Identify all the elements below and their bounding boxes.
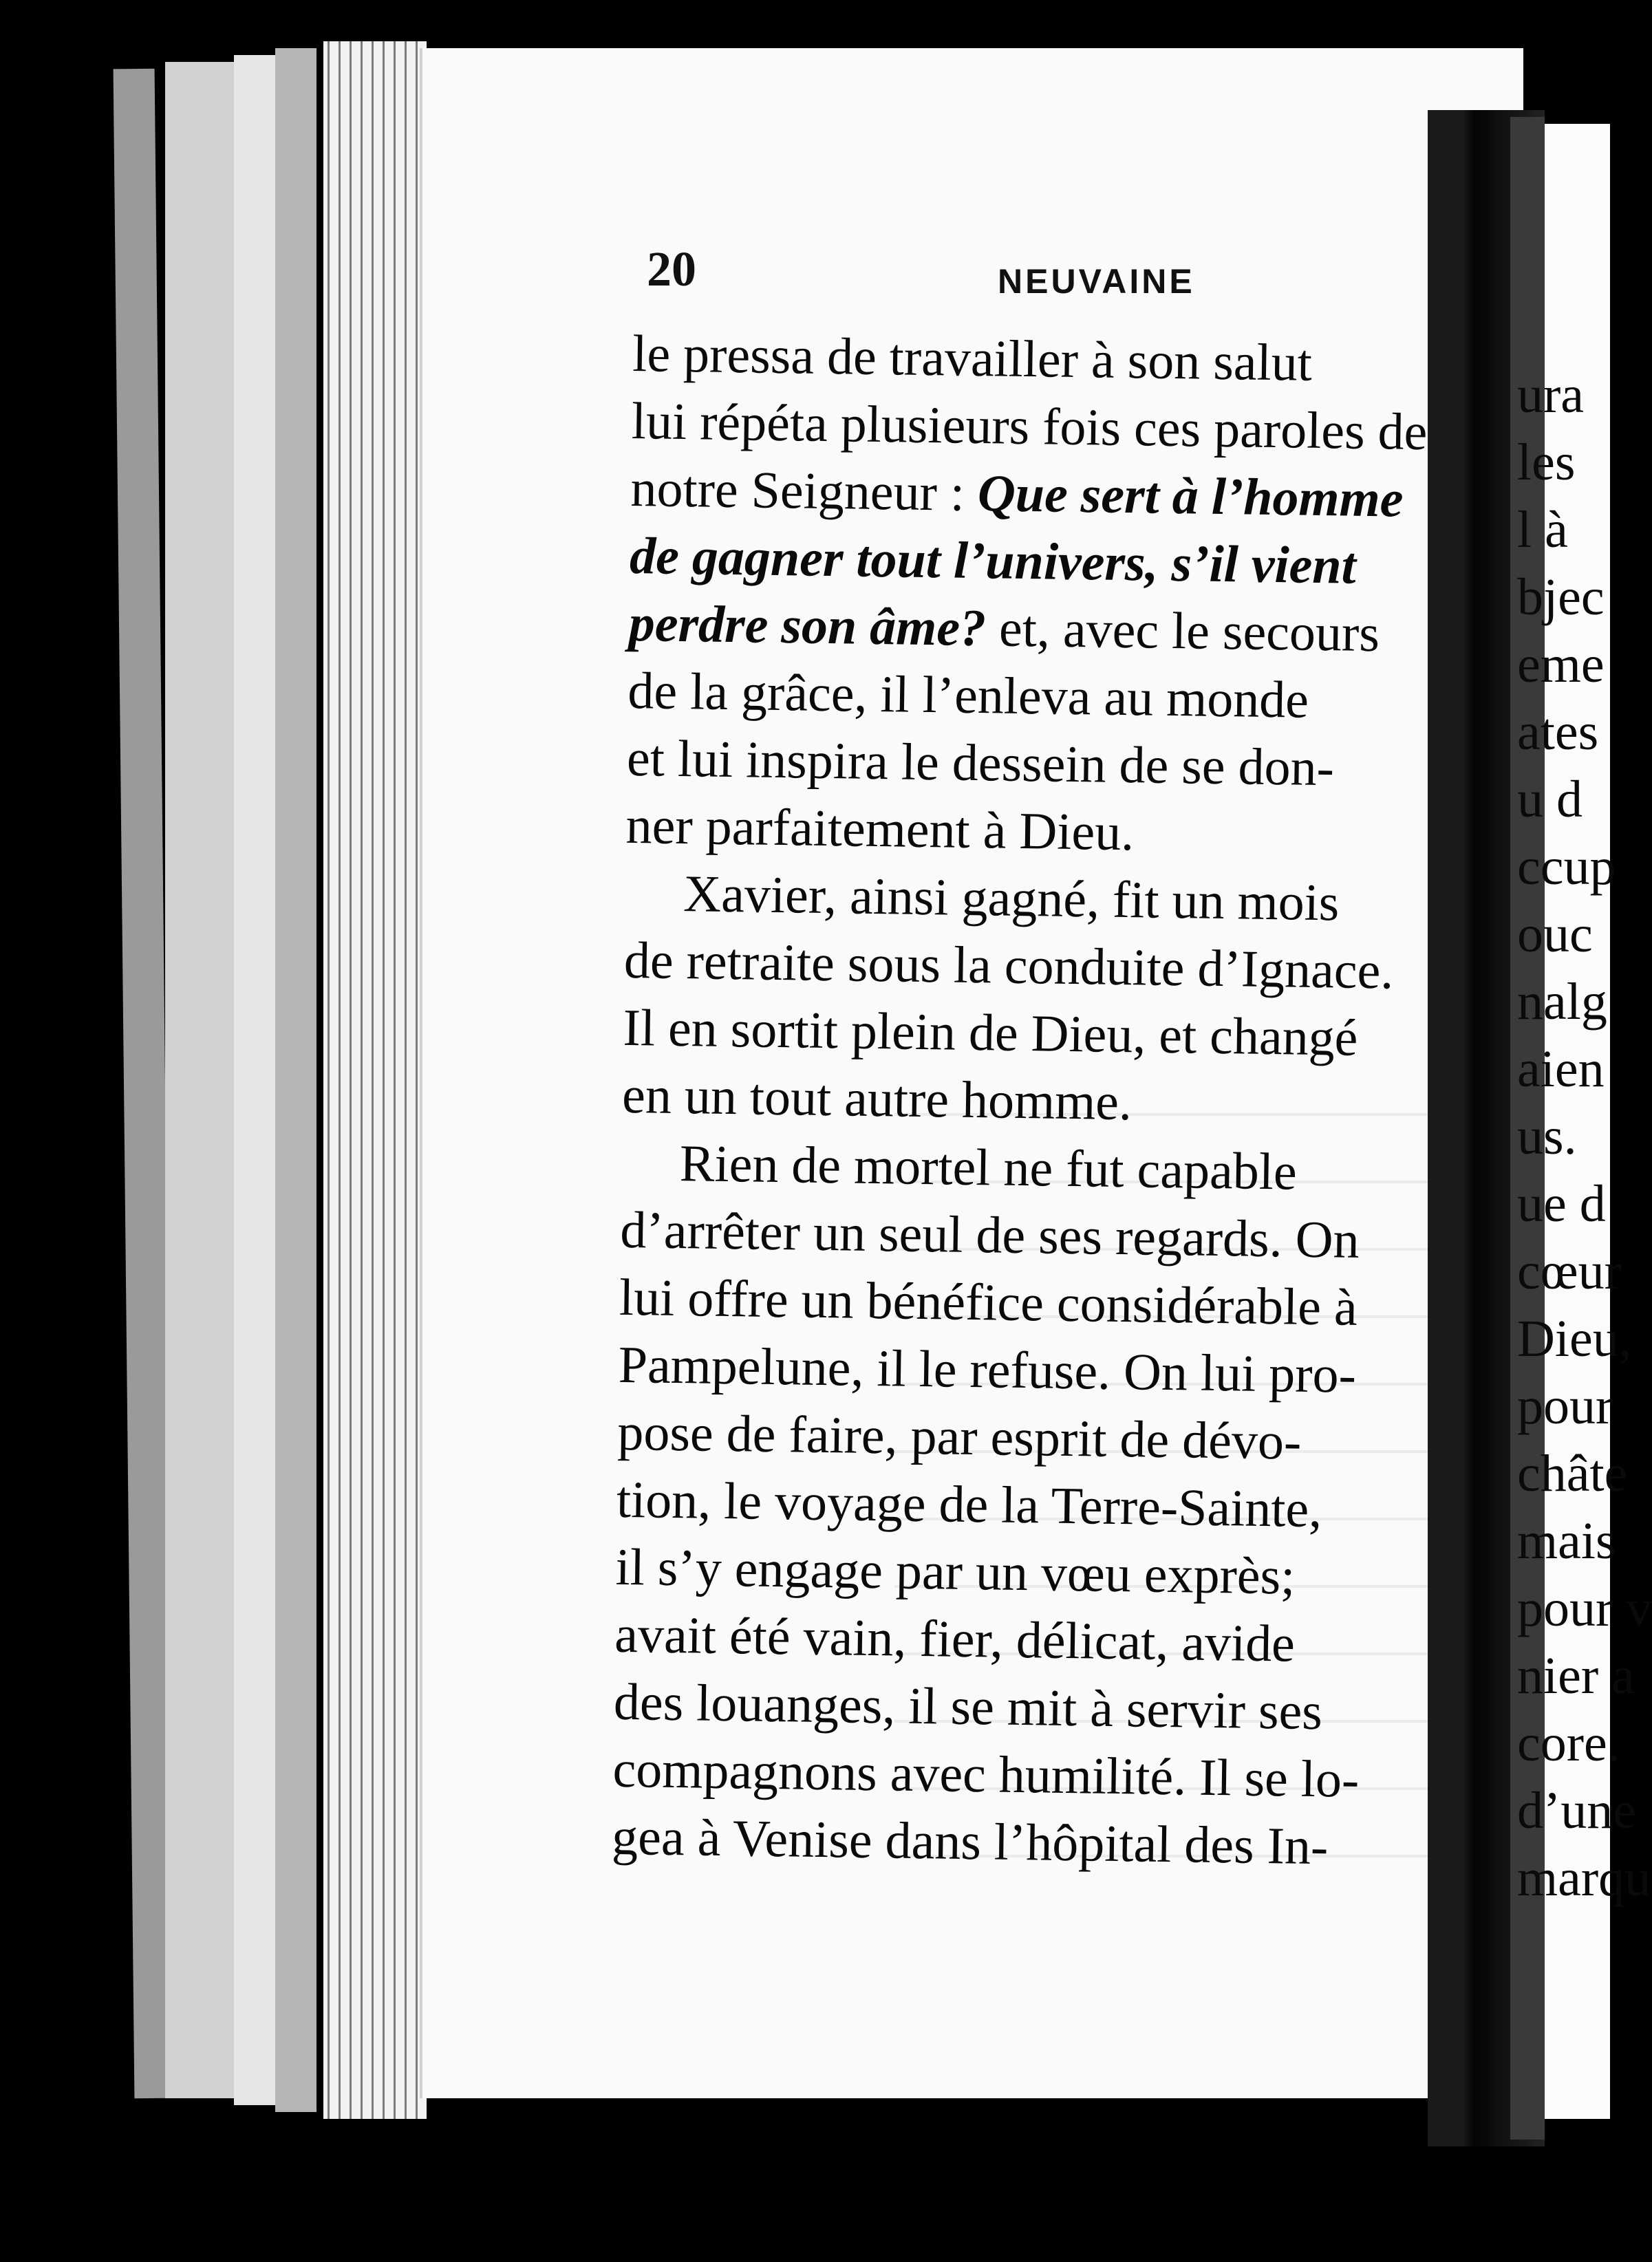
facing-text-fragment: nier a	[1517, 1647, 1635, 1705]
facing-text-fragment: mais	[1517, 1512, 1616, 1570]
text-line: compagnons avec humilité. Il se lo-	[612, 1740, 1360, 1809]
text-line: d’arrêter un seul de ses regards. On	[619, 1200, 1360, 1269]
text-line	[628, 590, 1475, 669]
facing-text-fragment: Dieu,	[1517, 1310, 1632, 1368]
text-line: avait été vain, fier, délicat, avide	[614, 1605, 1296, 1673]
facing-text-fragment: ue d	[1517, 1175, 1606, 1233]
text-line: ner parfaitement à Dieu.	[625, 796, 1135, 862]
text-line: lui répéta plusieurs fois ces paroles de	[631, 391, 1428, 462]
italic-span: de gagner tout l’univers, s’il vient	[629, 526, 1357, 595]
text-line	[630, 522, 1477, 601]
text-line: en un tout autre homme.	[621, 1066, 1133, 1132]
text-line: gea à Venise dans l’hôpital des In-	[611, 1807, 1329, 1876]
facing-text-fragment: pour	[1517, 1377, 1613, 1435]
page-header	[647, 241, 1404, 316]
text-span: notre Seigneur :	[630, 459, 978, 523]
facing-text-fragment: ates	[1517, 703, 1599, 761]
facing-text-fragment: us.	[1517, 1108, 1577, 1165]
text-line: Xavier, ainsi gagné, fit un mois	[683, 865, 1340, 932]
facing-text-fragment: cœur	[1517, 1242, 1622, 1300]
italic-span: perdre son âme?	[628, 594, 987, 658]
facing-text-fragment: ura	[1517, 366, 1585, 424]
facing-text-fragment: aien	[1517, 1040, 1605, 1098]
text-span: et, avec le secours	[985, 599, 1380, 663]
text-line: de retraite sous la conduite d’Ignace.	[623, 931, 1394, 1000]
facing-text-fragment: nalg	[1517, 973, 1607, 1031]
facing-text-fragment: u d	[1517, 771, 1583, 828]
text-line: de la grâce, il l’enleva au monde	[627, 661, 1309, 729]
facing-text-fragment: les	[1517, 433, 1576, 491]
text-line: Il en sortit plein de Dieu, et changé	[623, 998, 1358, 1067]
text-line: Pampelune, il le refuse. On lui pro-	[618, 1335, 1357, 1404]
facing-text-fragment: core.	[1517, 1714, 1620, 1772]
facing-text-fragment: l à	[1517, 501, 1568, 559]
body-text	[611, 320, 1479, 1914]
facing-text-fragment: pour v	[1517, 1580, 1652, 1637]
text-line	[630, 455, 1477, 534]
page-stack-edge	[234, 55, 275, 2105]
page-stack-edge	[165, 62, 234, 2098]
facing-page-text	[1517, 361, 1652, 1943]
text-line: il s’y engage par un vœu exprès;	[615, 1538, 1296, 1606]
page-stack-edge	[275, 48, 317, 2112]
text-line: des louanges, il se mit à servir ses	[613, 1672, 1323, 1741]
facing-text-fragment: ouc	[1517, 905, 1593, 963]
facing-text-fragment: d’une	[1517, 1782, 1637, 1840]
running-head: NEUVAINE	[998, 262, 1195, 301]
text-line: tion, le voyage de la Terre-Sainte,	[616, 1470, 1322, 1539]
text-line: lui offre un bénéfice considérable à	[619, 1268, 1358, 1337]
text-line: pose de faire, par esprit de dévo-	[616, 1403, 1302, 1471]
facing-text-fragment: châte	[1517, 1445, 1628, 1502]
facing-text-fragment: marqu	[1517, 1849, 1651, 1907]
facing-text-fragment: eme	[1517, 636, 1605, 693]
facing-text-fragment: bjec	[1517, 568, 1605, 626]
italic-span: Que sert à l’homme	[977, 464, 1404, 528]
text-line: et lui inspira le dessein de se don-	[626, 729, 1335, 797]
facing-text-fragment: ccup	[1517, 838, 1616, 896]
text-line: Rien de mortel ne fut capable	[679, 1134, 1298, 1201]
text-line: le pressa de travailler à son salut	[632, 324, 1313, 392]
page-stack-lines	[323, 41, 427, 2119]
page-number: 20	[647, 241, 696, 297]
